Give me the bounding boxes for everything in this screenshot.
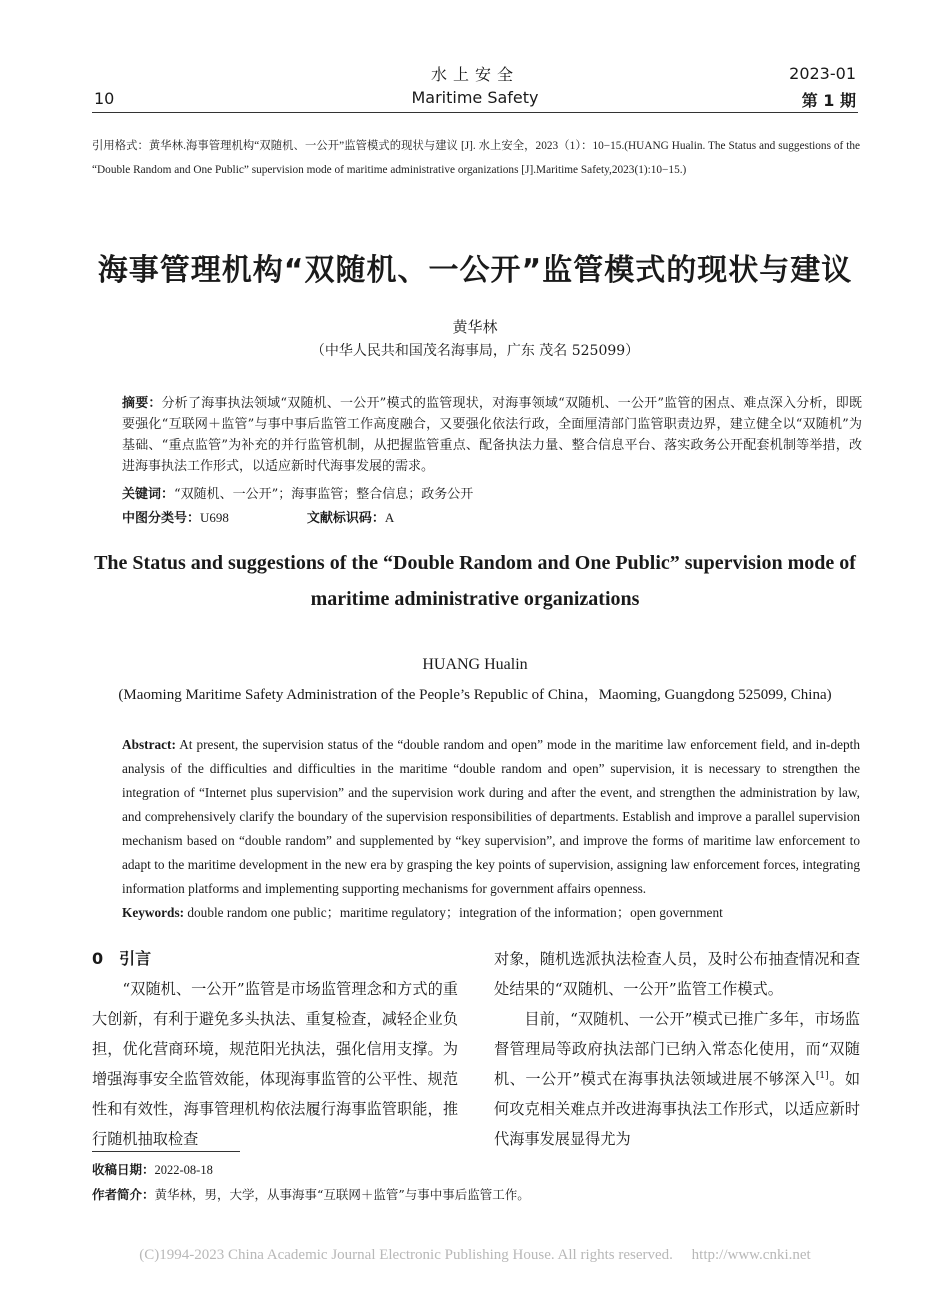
- issue-number: 第 1 期: [801, 91, 856, 110]
- keywords-en-text: double random one public；maritime regulatory；integration of the information；open government: [187, 905, 723, 920]
- received-date: [92, 1160, 213, 1178]
- reference-mark[interactable]: [1]: [815, 1071, 829, 1081]
- section-heading: 0 引言: [92, 949, 152, 968]
- keywords-cn-text: “双随机、一公开”；海事监管；整合信息；政务公开: [174, 487, 474, 502]
- body-column-left: [92, 944, 458, 1154]
- abstract-en-label: Abstract:: [122, 737, 176, 752]
- keywords-cn-label: 关键词：: [122, 487, 175, 502]
- bio-value: 黄华林，男，大学，从事海事“互联网＋监管”与事中事后监管工作。: [154, 1187, 530, 1202]
- keywords-cn: [122, 484, 862, 505]
- abstract-en-text: At present, the supervision status of the “double random and open” mode in the maritime law enforcement field, and in-depth analysis of the difficulties and difficulties in the maritime “double random and open” supervision, it is necessary to strengthen the integration of “Internet plus supervision” and the supervision work during and after the event, and strengthen the administration by law, and comprehensively clarify the boundary of the supervision responsibilities of departments. Establish and improve a parallel supervision mechanism based on “double random” and supplemented by “key supervision”, and improve the forms of maritime law enforcement to adapt to the maritime development in the new era by grasping the key points of supervision, assigning law enforcement forces, integrating information platforms and implementing supporting mechanisms for government affairs openness.: [122, 737, 860, 896]
- year-issue: 2023-01: [789, 64, 856, 83]
- doc-code-value: A: [384, 510, 395, 525]
- journal-name-en: Maritime Safety: [411, 88, 539, 107]
- body-paragraph-continued: 对象，随机选派执法检查人员，及时公布抽查情况和查处结果的“双随机、一公开”监管工作模式。: [494, 950, 860, 998]
- author-bio: [92, 1185, 530, 1203]
- body-paragraph: “双随机、一公开”监管是市场监管理念和方式的重大创新，有利于避免多头执法、重复检查，减轻企业负担，优化营商环境，规范阳光执法，强化信用支撑。为增强海事安全监管效能，体现海事监管的公平性、规范性和有效性，海事管理机构依法履行海事监管职能，推行随机抽取检查: [92, 980, 458, 1148]
- copyright-notice: (C)1994-2023 China Academic Journal Electronic Publishing House. All rights reserved. http://www.cnki.net: [139, 1247, 811, 1263]
- affiliation-en: (Maoming Maritime Safety Administration of the People’s Republic of China，Maoming, Guangdong 525099, China): [118, 687, 832, 703]
- keywords-en-label: Keywords:: [122, 905, 185, 920]
- author-name-en: HUANG Hualin: [422, 656, 528, 673]
- classification-row: [122, 507, 862, 529]
- clc-value: U698: [200, 510, 229, 525]
- body-text: 。如何攻克相关难点并改进海事执法工作形式，以适应新时代海事发展显得尤为: [494, 1070, 861, 1148]
- citation-format: 引用格式：黄华林.海事管理机构“双随机、一公开”监管模式的现状与建议 [J]. 水上安全，2023（1）：10−15.(HUANG Hualin. The Status and suggestions of the “Double Random and One Public” supervision mode of maritime administrative organizations [J].Maritime Safety,2023(1):10−15.): [92, 140, 860, 176]
- footnote-divider: [92, 1151, 240, 1152]
- body-paragraph: [494, 1004, 860, 1154]
- journal-name-cn: 水上安全: [430, 65, 519, 84]
- received-value: 2022-08-18: [154, 1163, 213, 1177]
- doc-code-label: 文献标识码：: [306, 511, 385, 526]
- affiliation-cn: （中华人民共和国茂名海事局，广东 茂名 525099）: [310, 343, 640, 359]
- abstract-cn-label: 摘要：: [122, 396, 162, 411]
- abstract-cn: [122, 393, 862, 477]
- author-name-cn: 黄华林: [452, 318, 498, 336]
- paper-title-en: The Status and suggestions of the “Double Random and One Public” supervision mode of maritime administrative organizations: [94, 552, 856, 610]
- paper-title-cn: 海事管理机构“双随机、一公开”监管模式的现状与建议: [97, 253, 853, 288]
- abstract-en: [122, 733, 860, 901]
- clc-label: 中图分类号：: [122, 511, 201, 526]
- keywords-en: [122, 902, 860, 921]
- page-number: 10: [94, 89, 115, 108]
- header-divider: [92, 112, 858, 113]
- received-label: 收稿日期：: [92, 1162, 155, 1177]
- abstract-cn-text: 分析了海事执法领域“双随机、一公开”模式的监管现状，对海事领域“双随机、一公开”监管的困点、难点深入分析，即既要强化“互联网＋监管”与事中事后监管工作高度融合，又要强化依法行政，全面厘清部门监管职责边界，建立健全以“双随机”为基础、“重点监管”为补充的并行监管机制，从把握监管重点、配备执法力量、整合信息平台、落实政务公开配套机制等举措，改进海事执法工作形式，以适应新时代海事发展的需求。: [122, 396, 862, 474]
- body-text: 目前，“双随机、一公开”模式已推广多年，市场监督管理局等政府执法部门已纳入常态化使用，而“双随机、一公开”模式在海事执法领域进展不够深入: [494, 1010, 860, 1088]
- bio-label: 作者简介：: [92, 1187, 155, 1202]
- body-column-right: [494, 944, 860, 1154]
